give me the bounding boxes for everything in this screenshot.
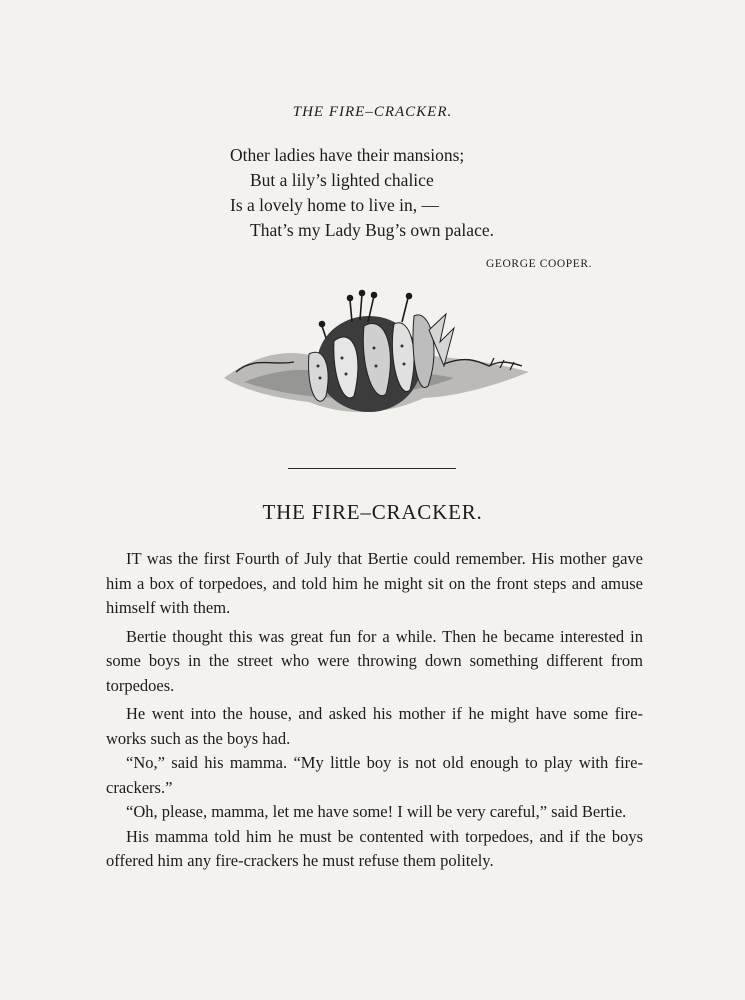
poem-stanza bbox=[230, 143, 630, 243]
story-paragraph: “No,” said his mamma. “My little boy is not old enough to play with fire-crackers.” bbox=[106, 753, 643, 797]
running-head: THE FIRE–CRACKER. bbox=[292, 104, 453, 120]
story-body bbox=[106, 547, 643, 874]
section-divider bbox=[288, 468, 456, 469]
poem-line: Other ladies have their mansions; bbox=[230, 145, 465, 165]
lily-vignette-illustration bbox=[214, 286, 539, 426]
poem-line: That’s my Lady Bug’s own palace. bbox=[250, 220, 494, 240]
story-paragraph: Bertie thought this was great fun for a while. Then he became interested in some boys in the street who were throwing down something different from torpedoes. bbox=[106, 626, 643, 695]
story-paragraph: IT was the first Fourth of July that Bertie could remember. His mother gave him a box of torpedoes, and told him he might sit on the front steps and amuse himself with them. bbox=[106, 549, 643, 617]
story-title: THE FIRE–CRACKER. bbox=[262, 500, 483, 524]
story-paragraph: “Oh, please, mamma, let me have some! I will be very careful,” said Bertie. bbox=[126, 802, 627, 821]
poem-line: Is a lovely home to live in, — bbox=[230, 195, 439, 215]
poem-attribution: GEORGE COOPER. bbox=[486, 258, 593, 270]
story-paragraph: He went into the house, and asked his mother if he might have some fire-works such as the boys had. bbox=[106, 704, 643, 748]
poem-line: But a lily’s lighted chalice bbox=[250, 170, 434, 190]
story-paragraph: His mamma told him he must be contented with torpedoes, and if the boys offered him any fire-crackers he must refuse them politely. bbox=[106, 826, 643, 870]
